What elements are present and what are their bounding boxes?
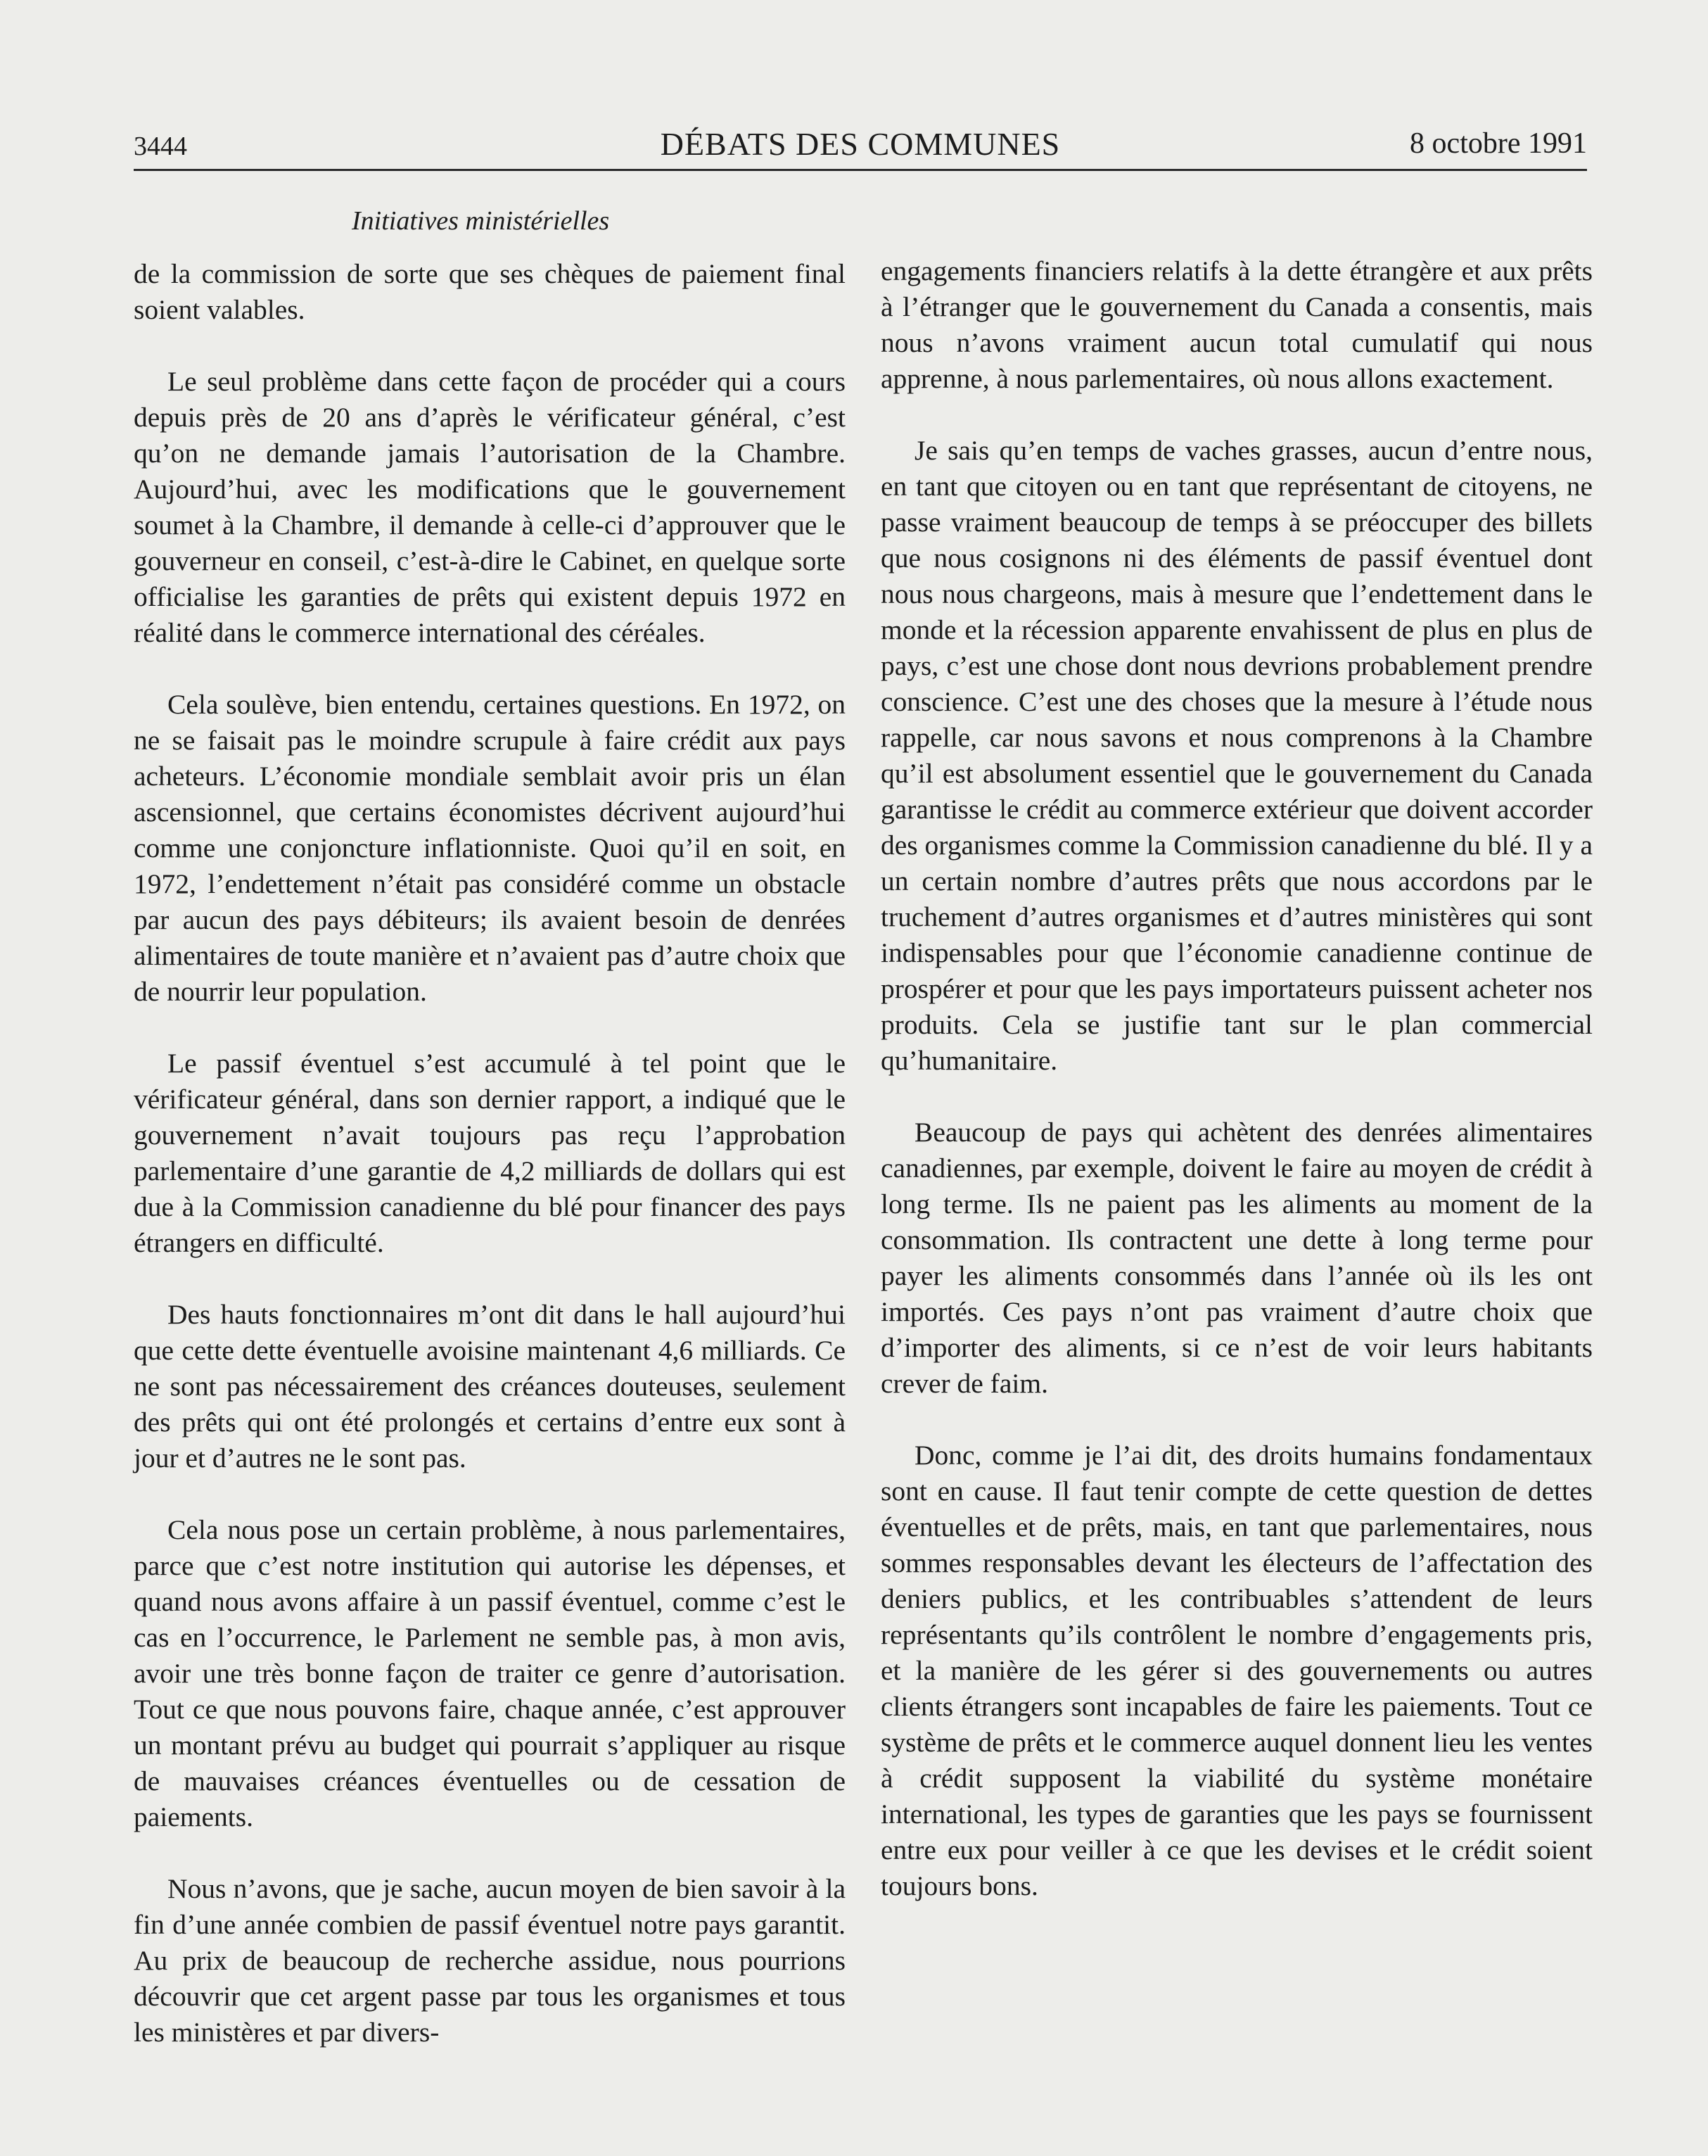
paragraph: Donc, comme je l’ai dit, des droits humains fondamentaux sont en cause. Il faut tenir compte de cette question de dettes éventuelles et de prêts, mais, en tant que parlementaires, nous sommes responsables devant les électeurs de l’affectation des deniers publics, et les contribuables s’attendent de leurs représentants qu’ils contrôlent le nombre d’engagements pris, et la manière de les gérer si des gouvernements ou autres clients étrangers sont incapables de faire les paiements. Tout ce système de prêts et le commerce auquel donnent lieu les ventes à crédit supposent la viabilité du système monétaire international, les types de garanties que les pays se fournissent entre eux pour veiller à ce que les devises et le crédit soient toujours bons. [881,1440,1593,1901]
paragraph: engagements financiers relatifs à la dette étrangère et aux prêts à l’étranger que le gouvernement du Canada a consentis, mais nous n’avons vraiment aucun total cumulatif qui nous apprenne, à nous parlementaires, où nous allons exactement. [881,255,1593,394]
left-column [134,256,846,2086]
paragraph: Nous n’avons, que je sache, aucun moyen de bien savoir à la fin d’une année combien de passif éventuel notre pays garantit. Au prix de beaucoup de recherche assidue, nous pourrions découvrir que cet argent passe par tous les organismes et tous les ministères et par divers- [134,1873,846,2048]
paragraph: Le seul problème dans cette façon de procéder qui a cours depuis près de 20 ans d’après le vérificateur général, c’est qu’on ne demande jamais l’autorisation de la Chambre. Aujourd’hui, avec les modifications que le gouvernement soumet à la Chambre, il demande à celle-ci d’approuver que le gouverneur en conseil, c’est-à-dire le Cabinet, en quelque sorte officialise les garanties de prêts qui existent depuis 1972 en réalité dans le commerce international des céréales. [134,366,846,648]
paragraph: de la commission de sorte que ses chèques de paiement final soient valables. [134,258,846,325]
section-label: Initiatives ministérielles [352,206,610,236]
paragraph: Beaucoup de pays qui achètent des denrées alimentaires canadiennes, par exemple, doivent le faire au moyen de crédit à long terme. Ils ne paient pas les aliments au moment de la consommation. Ils contractent une dette à long terme pour payer les aliments consommés dans l’année où ils les ont importés. Ces pays n’ont pas vraiment d’autre choix que d’importer des aliments, si ce n’est de voir leurs habitants crever de faim. [881,1117,1593,1399]
issue-date: 8 octobre 1991 [1410,127,1587,160]
journal-title: DÉBATS DES COMMUNES [660,126,1061,162]
paragraph: Cela soulève, bien entendu, certaines questions. En 1972, on ne se faisait pas le moindre scrupule à faire crédit aux pays acheteurs. L’économie mondiale semblait avoir pris un élan ascensionnel, que certains économistes décrivent aujourd’hui comme une conjoncture inflationniste. Quoi qu’il en soit, en 1972, l’endettement n’était pas considéré comme un obstacle par aucun des pays débiteurs; ils avaient besoin de denrées alimentaires de toute manière et n’avaient pas d’autre choix que de nourrir leur population. [134,689,846,1007]
paragraph: Cela nous pose un certain problème, à nous parlementaires, parce que c’est notre institution qui autorise les dépenses, et quand nous avons affaire à un passif éventuel, comme c’est le cas en l’occurrence, le Parlement ne semble pas, à mon avis, avoir une très bonne façon de traiter ce genre d’autorisation. Tout ce que nous pouvons faire, chaque année, c’est approuver un montant prévu au budget qui pourrait s’appliquer au risque de mauvaises créances éventuelles ou de cessation de paiements. [134,1514,846,1832]
paragraph: Le passif éventuel s’est accumulé à tel point que le vérificateur général, dans son dernier rapport, a indiqué que le gouvernement n’avait toujours pas reçu l’approbation parlementaire d’une garantie de 4,2 milliards de dollars qui est due à la Commission canadienne du blé pour financer des pays étrangers en difficulté. [134,1048,846,1258]
page-number: 3444 [134,132,187,161]
header-rule [134,169,1587,171]
paragraph: Je sais qu’en temps de vaches grasses, aucun d’entre nous, en tant que citoyen ou en tant que représentant de citoyens, ne passe vraiment beaucoup de temps à se préoccuper des billets que nous cosignons ni des éléments de passif éventuel dont nous nous chargeons, mais à mesure que l’endettement dans le monde et la récession apparente envahissent de plus en plus de pays, c’est une chose dont nous devrions probablement prendre conscience. C’est une des choses que la mesure à l’étude nous rappelle, car nous savons et nous comprenons à la Chambre qu’il est absolument essentiel que le gouvernement du Canada garantisse le crédit au commerce extérieur que doivent accorder des organismes comme la Commission canadienne du blé. Il y a un certain nombre d’autres prêts que nous accordons par le truchement d’autres organismes et d’autres ministères qui sont indispensables pour que l’économie canadienne continue de prospérer et pour que les pays importateurs puissent acheter nos produits. Cela se justifie tant sur le plan commercial qu’humanitaire. [881,435,1593,1076]
paragraph: Des hauts fonctionnaires m’ont dit dans le hall aujourd’hui que cette dette éventuelle avoisine maintenant 4,6 milliards. Ce ne sont pas nécessairement des créances douteuses, seulement des prêts qui ont été prolongés et certains d’entre eux sont à jour et d’autres ne le sont pas. [134,1299,846,1473]
page-header [134,125,1587,167]
right-column [881,253,1593,1940]
